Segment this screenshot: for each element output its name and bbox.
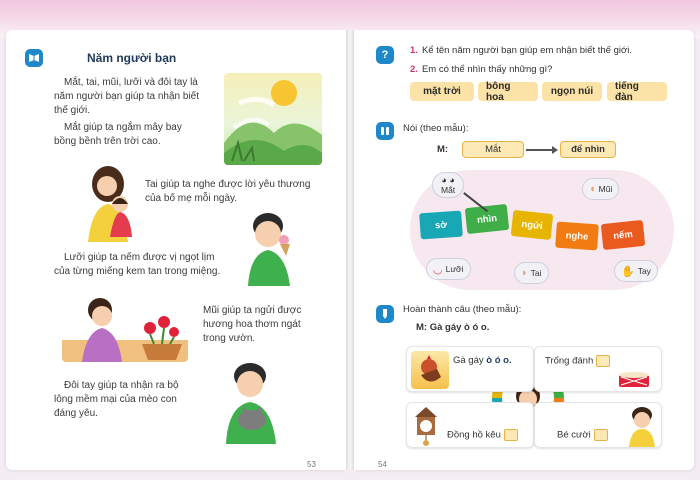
question-1 [410,45,632,56]
nose-icon: ◖ [589,183,596,195]
text-line: năm người bạn giúp ta nhận biết [54,91,200,102]
card-label [545,355,610,367]
card-text: Bé cười [557,429,591,441]
complete-model-prefix: M: Gà gáy [416,322,462,333]
card-label [557,429,608,441]
text-line: Đôi tay giúp ta nhận ra bộ [64,380,179,391]
text-line: bồng bềnh trên trời cao. [54,136,161,147]
bubble-label: Tai [530,268,542,278]
clock-card [406,402,534,448]
bubble-label: Mắt [441,185,456,195]
card-sound: ò ó o. [486,355,512,366]
drum-icon [617,371,651,389]
tongue-icon: ◡ [433,263,443,276]
answer-chip: bông hoa [478,82,538,101]
pencil-icon [376,305,394,323]
paragraph-3 [145,178,310,206]
eye-icon: ◕ ◕ [441,175,455,185]
bubble-label: Lưỡi [445,264,464,274]
answer-blank[interactable] [596,355,610,367]
page-number: 54 [378,460,387,469]
paragraph-1 [54,76,199,118]
paragraph-4 [54,251,220,279]
complete-model-sound: ò ó o. [464,322,490,333]
question-text: Em có thể nhìn thấy những gì? [421,64,553,75]
question-icon: ? [376,46,394,64]
word-segment: nghe [555,222,599,251]
mountain-sky-illustration [224,73,322,165]
text-line: lông mềm mại của mèo con [54,394,177,405]
answer-chip: mặt trời [410,82,474,101]
question-number: 1. [410,45,418,56]
card-label [447,429,518,441]
smiling-boy-icon [625,405,659,447]
text-line: Mắt giúp ta ngắm mây bay [64,122,182,133]
page-title: Năm người bạn [87,51,177,65]
rooster-card [406,346,534,392]
mother-daughter-illustration [80,162,140,242]
ear-bubble [514,262,549,284]
paragraph-6 [54,379,179,421]
hand-bubble [614,260,658,282]
complete-model [416,322,489,333]
eye-bubble [432,172,464,198]
text-line: đáng yêu. [54,408,98,419]
question-number: 2. [410,64,418,75]
bubble-label: Mũi [598,184,613,194]
complete-title: Hoàn thành câu (theo mẫu): [403,304,522,315]
bubble-label: Tay [637,266,651,276]
word-segment: sờ [419,211,463,240]
book-gutter [346,30,354,470]
tongue-bubble [426,258,471,280]
word-segment: ngửi [511,210,553,240]
cuckoo-clock-icon [413,405,439,447]
card-text: Gà gáy [453,355,484,366]
boy-cat-illustration [214,356,290,444]
word-segment: nhìn [465,204,509,234]
answer-chip: ngọn núi [542,82,602,101]
text-line: của từng miếng kem tan trong miệng. [54,266,221,277]
model-label: M: [437,144,449,155]
smiling-boy-card [534,402,662,448]
text-line: của bố mẹ mỗi ngày. [145,193,238,204]
text-line: Tai giúp ta nghe được lời yêu thương [145,179,311,190]
model-word-box: Mắt [462,141,524,158]
paragraph-2 [54,121,182,149]
speak-title: Nói (theo mẫu): [403,123,469,134]
drum-card [534,346,662,392]
girl-flowers-illustration [62,294,188,362]
arrow-head [552,146,558,154]
nose-bubble [582,178,619,200]
question-2 [410,64,552,75]
word-segment: nếm [601,220,645,250]
text-line: Mũi giúp ta ngửi được [203,305,302,316]
text-line: trong vườn. [203,333,256,344]
card-text: Trống đánh [545,355,594,367]
paragraph-5 [203,304,301,346]
text-line: Mắt, tai, mũi, lưỡi và đôi tay là [64,77,198,88]
speaking-icon [376,122,394,140]
answer-blank[interactable] [594,429,608,441]
text-line: hương hoa thơm ngát [203,319,301,330]
book-icon [25,49,43,67]
ear-icon: ◗ [521,267,528,279]
hand-icon: ✋ [621,265,635,278]
text-line: Lưỡi giúp ta nếm được vị ngọt lịm [64,252,215,263]
rooster-icon [411,351,449,389]
card-label [453,355,512,366]
card-text: Đồng hồ kêu [447,429,501,441]
text-line: thế giới. [54,105,91,116]
answer-blank[interactable] [504,429,518,441]
model-purpose-box: để nhìn [560,141,616,158]
page-number: 53 [307,460,316,469]
boy-ice-cream-illustration [240,206,302,286]
answer-chip: tiếng đàn [607,82,667,101]
question-text: Kể tên năm người bạn giúp em nhận biết thế giới. [421,45,632,56]
